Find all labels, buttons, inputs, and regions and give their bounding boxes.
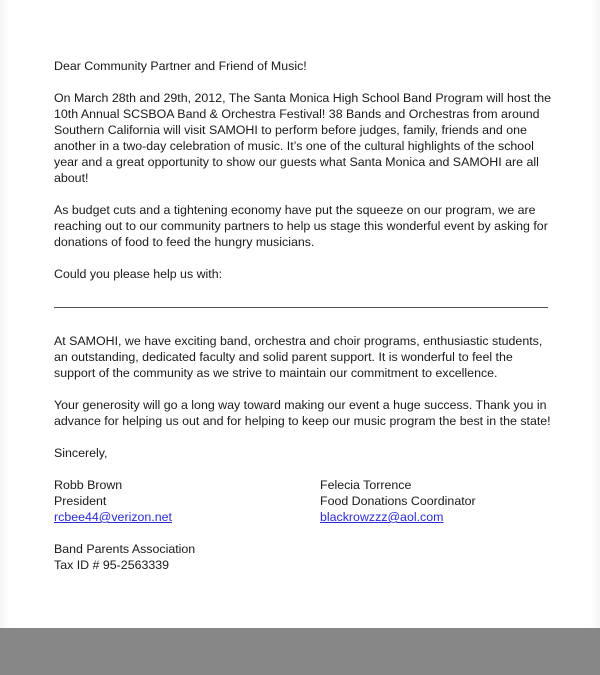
greeting: Dear Community Partner and Friend of Music!	[54, 59, 307, 73]
tax-id: Tax ID # 95-2563339	[54, 558, 170, 572]
letter-body	[54, 58, 554, 573]
signature-block	[54, 477, 554, 525]
organization-block	[54, 541, 554, 573]
email-link[interactable]: rcbee44@verizon.net	[54, 510, 172, 524]
fill-in-line	[54, 307, 548, 308]
organization-name: Band Parents Association	[54, 542, 196, 556]
paragraph-samohi: At SAMOHI, we have exciting band, orchestra and choir programs, enthusiastic students, an outstanding, dedicated faculty and solid parent support. It is wonderful to feel the support of the community as we strive to maintain our commitment to excellence.	[54, 334, 543, 380]
page-edge-left	[0, 0, 10, 628]
signatory-name: Felecia Torrence	[320, 478, 412, 492]
signatory-president	[54, 477, 172, 525]
paragraph-generosity: Your generosity will go a long way toward making our event a huge success. Thank you in advance for helping us out and for helping to keep our music program the best in the state!	[54, 398, 551, 428]
email-link[interactable]: blackrowzzz@aol.com	[320, 510, 444, 524]
paragraph-budget: As budget cuts and a tightening economy have put the squeeze on our program, we are reaching out to our community partners to help us stage this wonderful event by asking for donations of food to feed the hungry musicians.	[54, 203, 548, 249]
closing: Sincerely,	[54, 446, 108, 460]
signatory-title: President	[54, 494, 107, 508]
paragraph-festival: On March 28th and 29th, 2012, The Santa Monica High School Band Program will host the 10th Annual SCSBOA Band & Orchestra Festival! 38 Bands and Orchestras from around Southern California will visit SAMOHI to perform before judges, family, friends and one another in a two-day celebration of music. It’s one of the cultural highlights of the school year and a great opportunity to show our guests what Santa Monica and SAMOHI are all about!	[54, 91, 552, 185]
viewer-footer-bar	[0, 628, 600, 675]
request-line: Could you please help us with:	[54, 267, 223, 281]
signatory-name: Robb Brown	[54, 478, 123, 492]
signatory-title: Food Donations Coordinator	[320, 494, 476, 508]
page-edge-right	[590, 0, 600, 628]
signatory-coordinator	[320, 477, 476, 525]
